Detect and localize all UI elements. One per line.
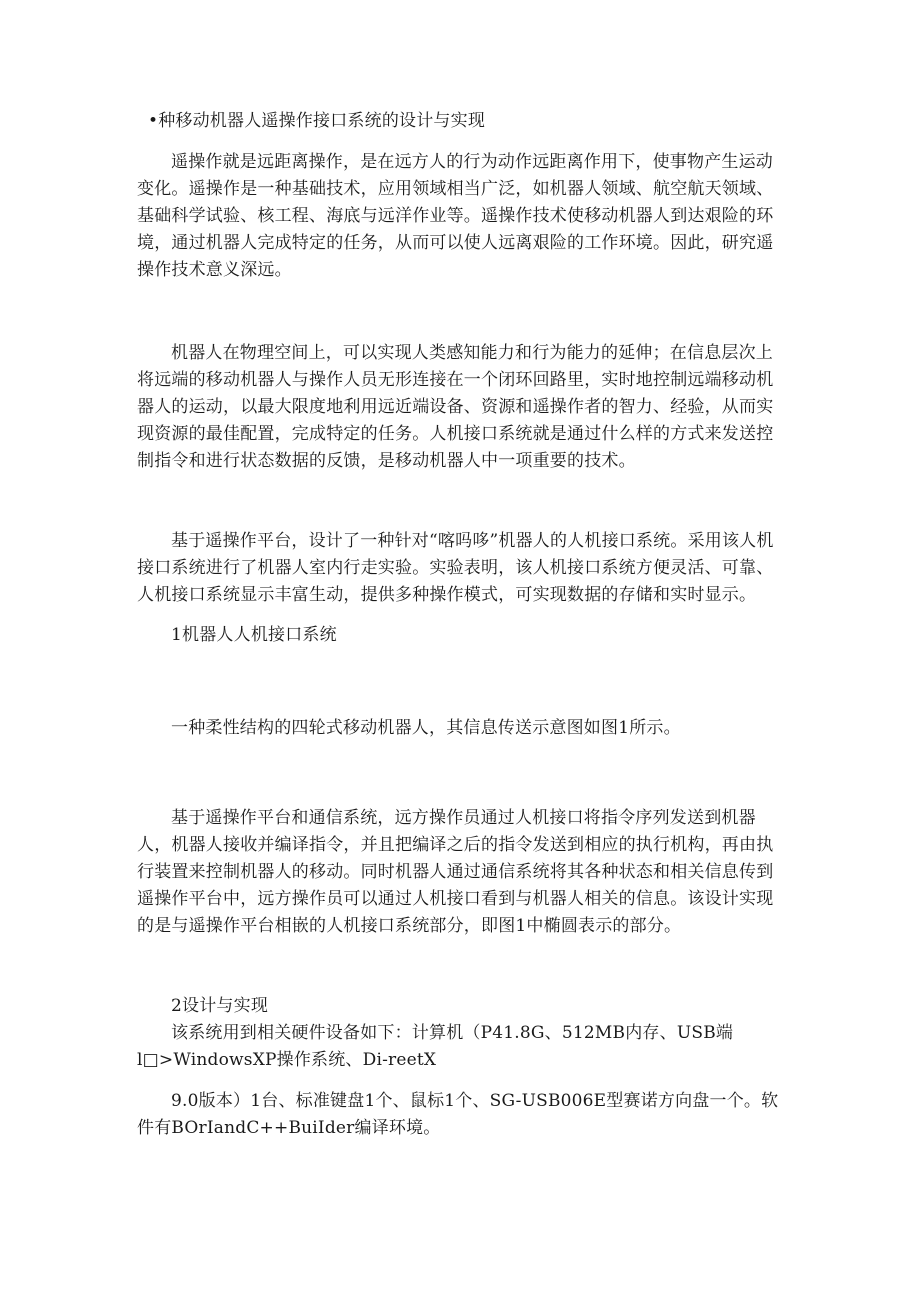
paragraph-system-flow: 基于遥操作平台和通信系统，远方操作员通过人机接口将指令序列发送到机器人，机器人接收并编译指令，并且把编译之后的指令发送到相应的执行机构，再由执行装置来控制机器人的移动。同时机器人通过通信系统将其各种状态和相关信息传到遥操作平台中，远方操作员可以通过人机接口看到与机器人相关的信息。该设计实现的是与遥操作平台相嵌的人机接口系统部分，即图1中椭圆表示的部分。: [137, 808, 774, 936]
paragraph-intro: 遥操作就是远距离操作，是在远方人的行为动作远距离作用下，使事物产生运动变化。遥操作是一种基础技术，应用领域相当广泛，如机器人领域、航空航天领域、基础科学试验、核工程、海底与远洋作业等。遥操作技术使移动机器人到达艰险的环境，通过机器人完成特定的任务，从而可以使人远离艰险的工作环境。因此，研究遥操作技术意义深远。: [137, 152, 774, 280]
paragraph-hardware: 该系统用到相关硬件设备如下：计算机（P41.8G、512MB内存、USB端: [171, 1023, 734, 1043]
paragraph-hardware-continued: l□>WindowsXP操作系统、Di-reetX: [137, 1050, 437, 1070]
paragraph-figure-reference: 一种柔性结构的四轮式移动机器人，其信息传送示意图如图1所示。: [171, 718, 681, 738]
paragraph-robot-capability: 机器人在物理空间上，可以实现人类感知能力和行为能力的延伸；在信息层次上将远端的移动机器人与操作人员无形连接在一个闭环回路里，实时地控制远端移动机器人的运动，以最大限度地利用远近端设备、资源和遥操作者的智力、经验，从而实现资源的最佳配置，完成特定的任务。人机接口系统就是通过什么样的方式来发送控制指令和进行状态数据的反馈，是移动机器人中一项重要的技术。: [137, 343, 774, 471]
paragraph-software: 9.0版本）1台、标准键盘1个、鼠标1个、SG-USB006E型赛诺方向盘一个。软件有BOrIandC++BuiIder编译环境。: [137, 1091, 779, 1138]
paragraph-platform-design: 基于遥操作平台，设计了一种针对“喀吗哆”机器人的人机接口系统。采用该人机接口系统进行了机器人室内行走实验。实验表明，该人机接口系统方便灵活、可靠、人机接口系统显示丰富生动，提供多种操作模式，可实现数据的存储和实时显示。: [137, 531, 774, 605]
section-heading-2: 2设计与实现: [171, 996, 269, 1016]
document-title: •种移动机器人遥操作接口系统的设计与实现: [148, 111, 486, 131]
section-heading-1: 1机器人人机接口系统: [171, 625, 337, 645]
